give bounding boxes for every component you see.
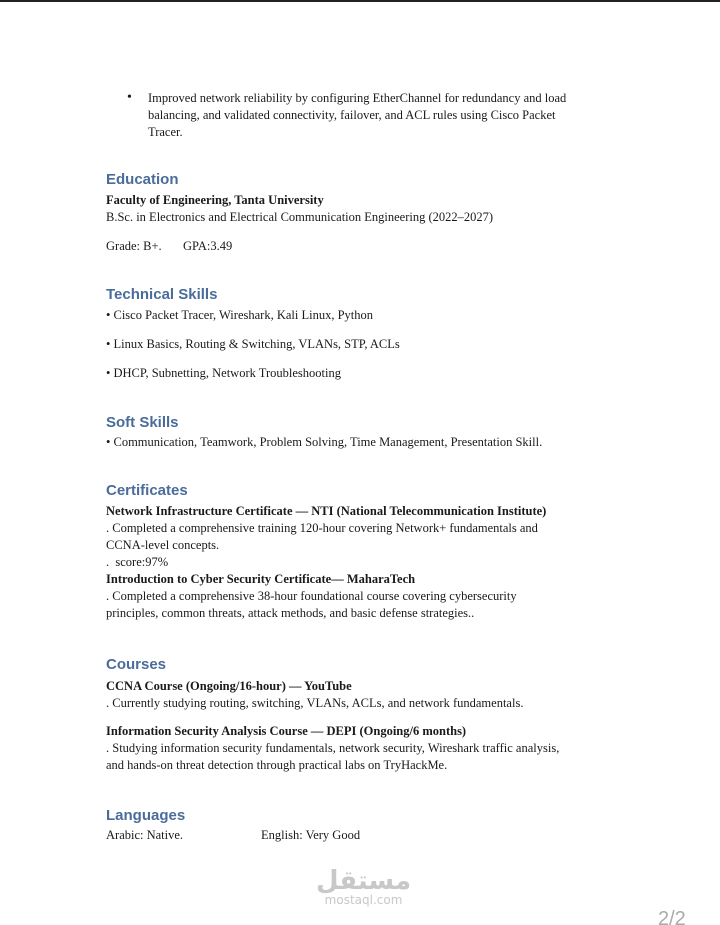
soft-skill-item: • Communication, Teamwork, Problem Solving, Time Management, Presentation Skill. bbox=[106, 435, 543, 449]
technical-skills-heading: Technical Skills bbox=[106, 286, 218, 303]
text-line: CCNA-level concepts. bbox=[106, 538, 220, 552]
text-line: . score:97% bbox=[106, 555, 169, 569]
education-gpa: GPA:3.49 bbox=[183, 239, 233, 253]
certificate-nti bbox=[106, 503, 546, 622]
watermark-arabic: مستقل bbox=[316, 866, 412, 896]
text-line: and hands-on threat detection through practical labs on TryHackMe. bbox=[106, 758, 448, 772]
language-arabic: Arabic: Native. bbox=[106, 828, 184, 842]
text-line: principles, common threats, attack methods, and basic defense strategies.. bbox=[106, 606, 475, 620]
course-title: CCNA Course (Ongoing/16-hour) — YouTube bbox=[106, 679, 352, 693]
text-line: . Currently studying routing, switching, VLANs, ACLs, and network fundamentals. bbox=[106, 696, 524, 710]
certificate-title: Network Infrastructure Certificate — NTI (National Telecommunication Institute) bbox=[106, 504, 547, 518]
mostaql-watermark-logo bbox=[316, 868, 411, 906]
education-heading: Education bbox=[106, 171, 179, 188]
languages-heading: Languages bbox=[106, 807, 186, 824]
text-line: . Studying information security fundamentals, network security, Wireshark traffic analysis, bbox=[106, 741, 560, 755]
course-ccna bbox=[106, 678, 523, 712]
text-line: balancing, and validated connectivity, failover, and ACL rules using Cisco Packet bbox=[148, 108, 556, 122]
education-school: Faculty of Engineering, Tanta University bbox=[106, 193, 324, 207]
text-line: Improved network reliability by configuring EtherChannel for redundancy and load bbox=[148, 91, 567, 105]
page-indicator: 2/2 bbox=[658, 908, 686, 925]
skill-item: • Cisco Packet Tracer, Wireshark, Kali Linux, Python bbox=[106, 308, 373, 322]
text-line: . Completed a comprehensive 38-hour foundational course covering cybersecurity bbox=[106, 589, 517, 603]
course-depi bbox=[106, 723, 559, 774]
certificates-heading: Certificates bbox=[106, 482, 188, 499]
education-degree: B.Sc. in Electronics and Electrical Communication Engineering (2022–2027) bbox=[106, 210, 494, 224]
language-english: English: Very Good bbox=[261, 828, 361, 842]
skill-item: • DHCP, Subnetting, Network Troubleshooting bbox=[106, 366, 341, 380]
text-line: Tracer. bbox=[148, 125, 183, 139]
bullet-icon: • bbox=[127, 90, 132, 105]
soft-skills-heading: Soft Skills bbox=[106, 414, 179, 431]
skill-item: • Linux Basics, Routing & Switching, VLANs, STP, ACLs bbox=[106, 337, 400, 351]
course-title: Information Security Analysis Course — DEPI (Ongoing/6 months) bbox=[106, 724, 467, 738]
certificate-title: Introduction to Cyber Security Certificate— MaharaTech bbox=[106, 572, 416, 586]
education-grade: Grade: B+. bbox=[106, 239, 162, 253]
watermark-latin: mostaql.com bbox=[324, 893, 403, 907]
text-line: . Completed a comprehensive training 120-hour covering Network+ fundamentals and bbox=[106, 521, 538, 535]
courses-heading: Courses bbox=[106, 656, 167, 673]
experience-bullet bbox=[148, 90, 566, 141]
